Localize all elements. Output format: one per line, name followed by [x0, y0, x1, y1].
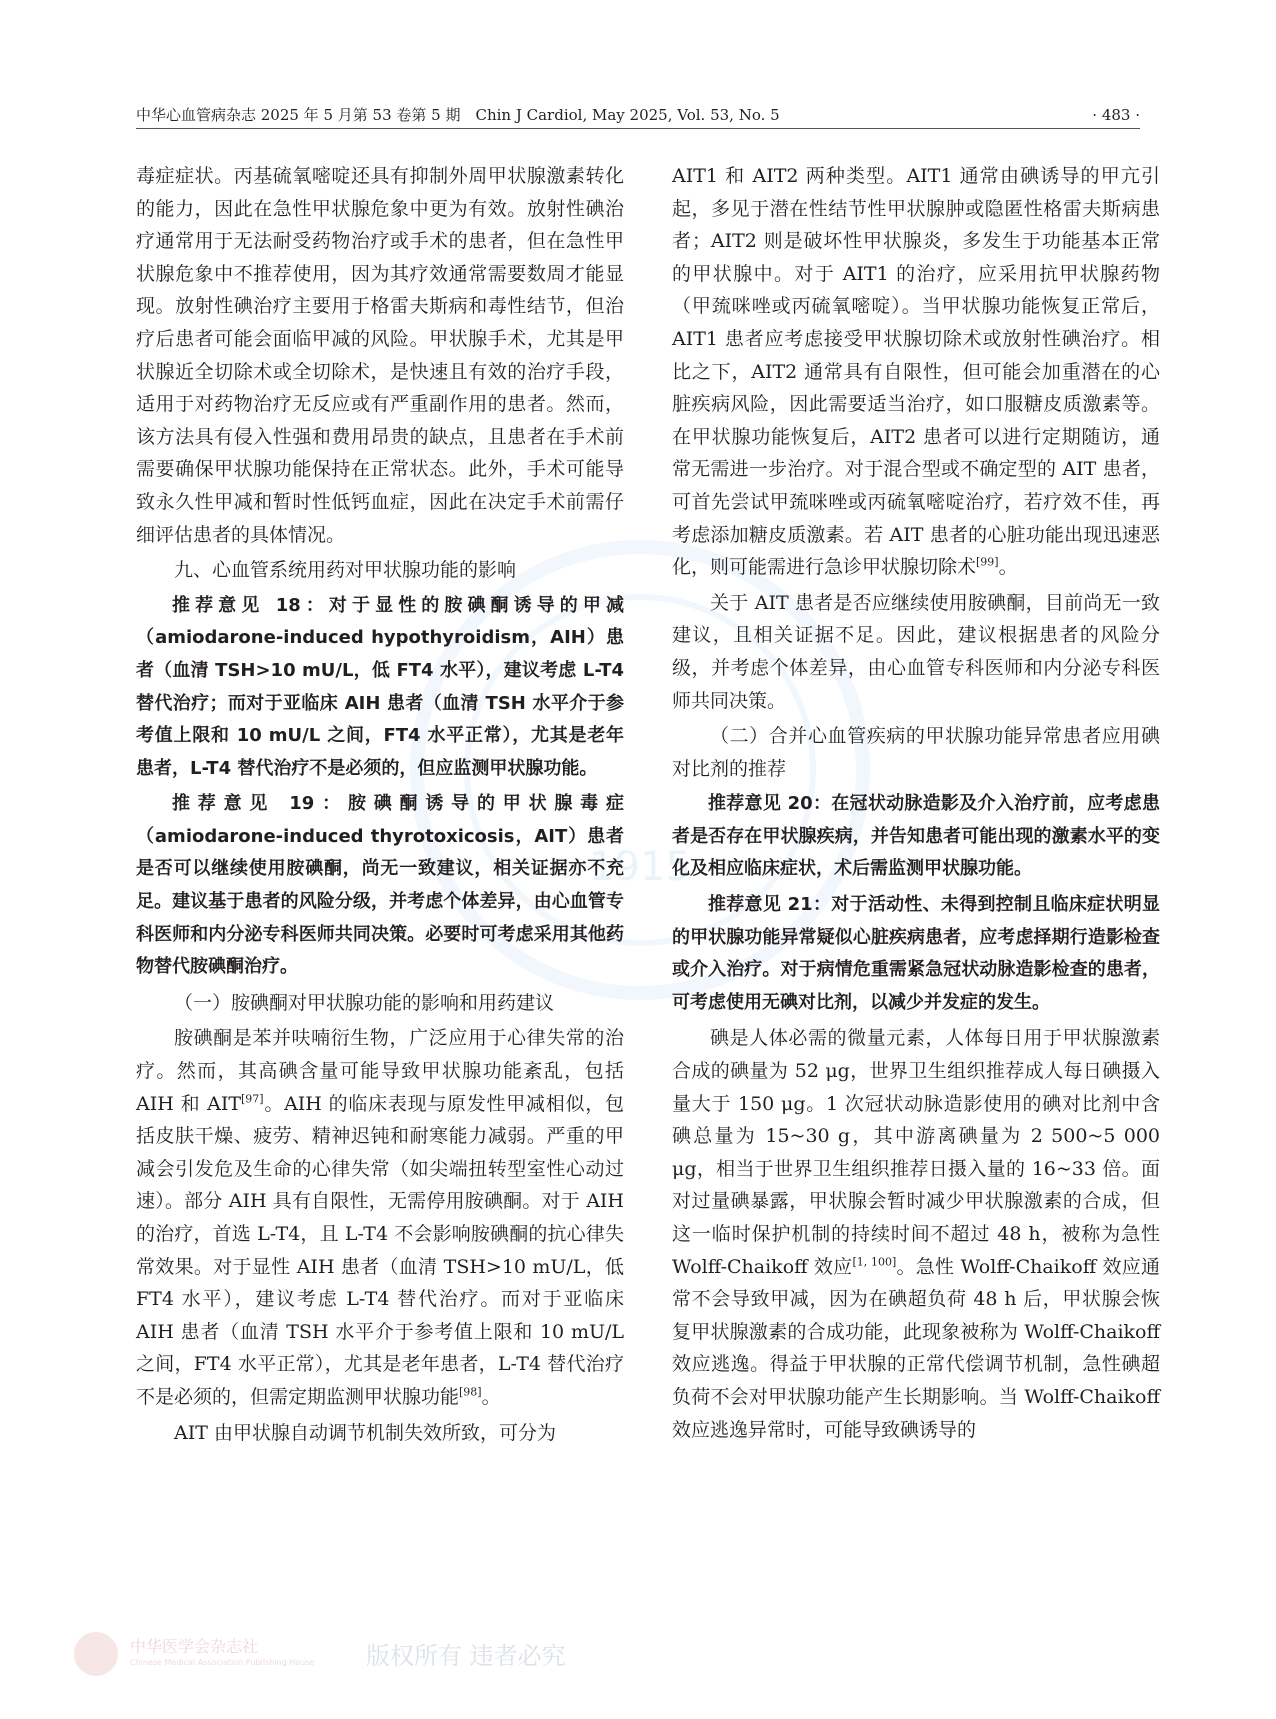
paragraph-text: 。急性 Wolff-Chaikoff 效应通常不会导致甲减，因为在碘超负荷 48 h 后，甲状腺会恢复甲状腺激素的合成功能，此现象被称为 Wolff-Chaikoff 效应逃逸。得益于甲状腺的正常代偿调节机制，急性碘超负荷不会对甲状腺功能产生长期影响。当 Wolff-Chaikoff 效应逃逸异常时，可能导致碘诱导的: [672, 1255, 1160, 1441]
publisher-name-en: Chinese Medical Association Publishing House: [130, 1658, 315, 1667]
citation-ref: [98]: [459, 1385, 482, 1399]
paragraph-text: 胺碘酮是苯并呋喃衍生物，广泛应用于心律失常的治疗。然而，其高碘含量可能导致甲状腺功能紊乱，包括 AIH 和 AIT: [136, 1027, 624, 1115]
publisher-name: 中华医学会杂志社: [130, 1637, 259, 1656]
copyright-slogan: 版权所有 违者必究: [366, 1642, 566, 1670]
recommendation-18: 推荐意见 18：对于显性的胺碘酮诱导的甲减（amiodarone-induced hypothyroidism，AIH）患者（血清 TSH>10 mU/L，低 FT4 水平），建议考虑 L-T4 替代治疗；而对于亚临床 AIH 患者（血清 TSH 水平介于参考值上限和 10 mU/L 之间，FT4 水平正常），尤其是老年患者，L-T4 替代治疗不是必须的，但应监测甲状腺功能。: [136, 594, 624, 779]
paragraph: [136, 1022, 624, 1413]
publisher-logo-icon: [74, 1632, 118, 1676]
recommendation-20: 推荐意见 20：在冠状动脉造影及介入治疗前，应考虑患者是否存在甲状腺疾病，并告知患者可能出现的激素水平的变化及相应临床症状，术后需监测甲状腺功能。: [672, 793, 1160, 880]
citation-ref: [97]: [241, 1092, 264, 1106]
paragraph-text: 碘是人体必需的微量元素，人体每日用于甲状腺激素合成的碘量为 52 μg，世界卫生组织推荐成人每日碘摄入量大于 150 μg。1 次冠状动脉造影使用的碘对比剂中含碘总量为 15~30 g，其中游离碘量为 2 500~5 000 μg，相当于世界卫生组织推荐日摄入量的 16~33 倍。面对过量碘暴露，甲状腺会暂时减少甲状腺激素的合成，但这一临时保护机制的持续时间不超过 48 h，被称为急性 Wolff-Chaikoff 效应: [672, 1027, 1160, 1278]
citation-ref: [99]: [976, 555, 999, 569]
page-number: · 483 ·: [1092, 106, 1140, 124]
left-column: [136, 160, 624, 1452]
paragraph-text: AIT1 和 AIT2 两种类型。AIT1 通常由碘诱导的甲亢引起，多见于潜在性结节性甲状腺肿或隐匿性格雷夫斯病患者；AIT2 则是破坏性甲状腺炎，多发生于功能基本正常的甲状腺中。对于 AIT1 的治疗，应采用抗甲状腺药物（甲巯咪唑或丙硫氧嘧啶）。当甲状腺功能恢复正常后，AIT1 患者应考虑接受甲状腺切除术或放射性碘治疗。相比之下，AIT2 通常具有自限性，但可能会加重潜在的心脏疾病风险，因此需要适当治疗，如口服糖皮质激素等。在甲状腺功能恢复后，AIT2 患者可以进行定期随访，通常无需进一步治疗。对于混合型或不确定型的 AIT 患者，可首先尝试甲巯咪唑或丙硫氧嘧啶治疗，若疗效不佳，再考虑添加糖皮质激素。若 AIT 患者的心脏功能出现迅速恶化，则可能需进行急诊甲状腺切除术: [672, 165, 1160, 579]
journal-info: 中华心血管病杂志 2025 年 5 月第 53 卷第 5 期 Chin J Cardiol, May 2025, Vol. 53, No. 5: [136, 106, 780, 124]
paragraph: 毒症症状。丙基硫氧嘧啶还具有抑制外周甲状腺激素转化的能力，因此在急性甲状腺危象中更为有效。放射性碘治疗通常用于无法耐受药物治疗或手术的患者，但在急性甲状腺危象中不推荐使用，因为其疗效通常需要数周才能显现。放射性碘治疗主要用于格雷夫斯病和毒性结节，但治疗后患者可能会面临甲减的风险。甲状腺手术，尤其是甲状腺近全切除术或全切除术，是快速且有效的治疗手段，适用于对药物治疗无反应或有严重副作用的患者。然而，该方法具有侵入性强和费用昂贵的缺点，且患者在手术前需要确保甲状腺功能保持在正常状态。此外，手术可能导致永久性甲减和暂时性低钙血症，因此在决定手术前需仔细评估患者的具体情况。: [136, 165, 624, 546]
recommendation-19: 推荐意见 19：胺碘酮诱导的甲状腺毒症（amiodarone-induced thyrotoxicosis，AIT）患者是否可以继续使用胺碘酮，尚无一致建议，相关证据亦不充足。建议基于患者的风险分级，并考虑个体差异，由心血管专科医师和内分泌专科医师共同决策。必要时可考虑采用其他药物替代胺碘酮治疗。: [136, 793, 624, 978]
paragraph: 关于 AIT 患者是否应继续使用胺碘酮，目前尚无一致建议，且相关证据不足。因此，建议根据患者的风险分级，并考虑个体差异，由心血管专科医师和内分泌专科医师共同决策。: [672, 591, 1160, 712]
subheading: （二）合并心血管疾病的甲状腺功能异常患者应用碘对比剂的推荐: [672, 725, 1160, 780]
citation-ref: [1, 100]: [852, 1255, 897, 1269]
paragraph: [672, 1022, 1160, 1446]
subheading: （一）胺碘酮对甲状腺功能的影响和用药建议: [174, 991, 555, 1014]
paragraph-text: 。: [998, 556, 1018, 579]
paragraph-text: 。AIH 的临床表现与原发性甲减相似，包括皮肤干燥、疲劳、精神迟钝和耐寒能力减弱。严重的甲减会引发危及生命的心律失常（如尖端扭转型室性心动过速）。部分 AIH 具有自限性，无需停用胺碘酮。对于 AIH 的治疗，首选 L-T4，且 L-T4 不会影响胺碘酮的抗心律失常效果。对于显性 AIH 患者（血清 TSH>10 mU/L，低 FT4 水平），建议考虑 L-T4 替代治疗。而对于亚临床 AIH 患者（血清 TSH 水平介于参考值上限和 10 mU/L 之间，FT4 水平正常），尤其是老年患者，L-T4 替代治疗不是必须的，但需定期监测甲状腺功能: [136, 1092, 624, 1408]
right-column: [672, 160, 1160, 1449]
paragraph: AIT 由甲状腺自动调节机制失效所致，可分为: [174, 1421, 556, 1444]
section-heading: 九、心血管系统用药对甲状腺功能的影响: [174, 559, 517, 582]
paragraph-text: 。: [481, 1385, 501, 1408]
paragraph: [672, 160, 1160, 584]
recommendation-21: 推荐意见 21：对于活动性、未得到控制且临床症状明显的甲状腺功能异常疑似心脏疾病患者，应考虑择期行造影检查或介入治疗。对于病情危重需紧急冠状动脉造影检查的患者，可考虑使用无碘对比剂，以减少并发症的发生。: [672, 894, 1160, 1013]
watermark-year: 1915: [589, 844, 691, 890]
running-header: [136, 102, 1140, 129]
publisher-watermark: [74, 1630, 566, 1680]
